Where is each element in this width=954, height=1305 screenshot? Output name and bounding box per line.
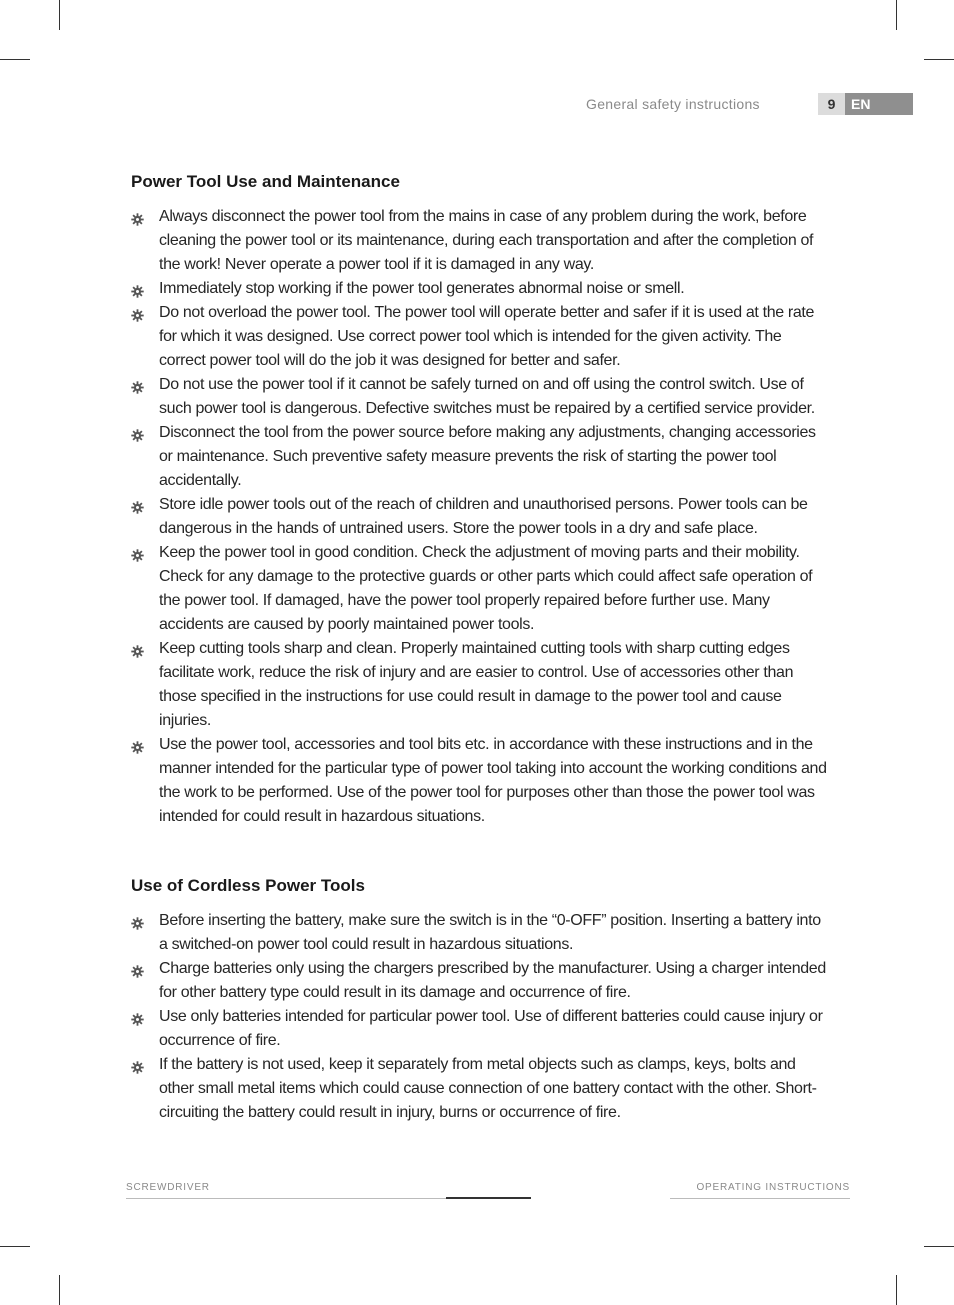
list-item xyxy=(131,637,831,733)
list-item xyxy=(131,957,831,1005)
gear-bullet-icon xyxy=(131,914,144,927)
crop-mark xyxy=(59,0,60,30)
gear-bullet-icon xyxy=(131,282,144,295)
footer-doc-type: OPERATING INSTRUCTIONS xyxy=(696,1182,850,1193)
list-item-text: Do not use the power tool if it cannot be safely turned on and off using the control switch. Use of such power tool is dangerous. Defective switches must be repaired by a certified service provider. xyxy=(159,376,815,417)
crop-mark xyxy=(924,1246,954,1247)
crop-mark xyxy=(896,0,897,30)
list-item-text: Use only batteries intended for particular power tool. Use of different batteries could cause injury or occurrence of fire. xyxy=(159,1008,823,1049)
list-item-text: Keep the power tool in good condition. Check the adjustment of moving parts and their mobility. Check for any damage to the protective guards or other parts which could affect safe operation of the power tool. If damaged, have the power tool properly repaired before further use. Many accidents are caused by poorly maintained power tools. xyxy=(159,544,813,633)
gear-bullet-icon xyxy=(131,210,144,223)
bullet-list xyxy=(131,205,831,829)
footer-rule xyxy=(126,1198,446,1199)
list-item-text: Always disconnect the power tool from the mains in case of any problem during the work, before cleaning the power tool or its maintenance, during each transportation and after the completion of the work! Never operate a power tool if it is damaged in any way. xyxy=(159,208,814,273)
list-item xyxy=(131,277,831,301)
gear-bullet-icon xyxy=(131,642,144,655)
footer-rule xyxy=(670,1198,850,1199)
list-item-text: Charge batteries only using the chargers prescribed by the manufacturer. Using a charger intended for other battery type could result in its damage and occurrence of fire. xyxy=(159,960,826,1001)
section-title: Use of Cordless Power Tools xyxy=(131,876,365,895)
list-item-text: Disconnect the tool from the power source before making any adjustments, changing accessories or maintenance. Such preventive safety measure prevents the risk of starting the power tool accidentally. xyxy=(159,424,816,489)
section-cordless-tools xyxy=(131,874,831,1125)
gear-bullet-icon xyxy=(131,962,144,975)
list-item xyxy=(131,1005,831,1053)
list-item xyxy=(131,301,831,373)
footer-rule-accent xyxy=(446,1197,531,1199)
list-item-text: Before inserting the battery, make sure the switch is in the “0-OFF” position. Inserting a battery into a switched-on power tool could result in hazardous situations. xyxy=(159,912,821,953)
list-item xyxy=(131,493,831,541)
gear-bullet-icon xyxy=(131,426,144,439)
gear-bullet-icon xyxy=(131,1010,144,1023)
list-item xyxy=(131,909,831,957)
list-item xyxy=(131,373,831,421)
list-item-text: Immediately stop working if the power tool generates abnormal noise or smell. xyxy=(159,280,685,297)
list-item xyxy=(131,1053,831,1125)
list-item-text: Use the power tool, accessories and tool bits etc. in accordance with these instructions and in the manner intended for the particular type of power tool taking into account the working conditions and the work to be performed. Use of the power tool for purposes other than those the power tool was intended for could result in hazardous situations. xyxy=(159,736,827,825)
crop-mark xyxy=(59,1275,60,1305)
gear-bullet-icon xyxy=(131,378,144,391)
list-item xyxy=(131,733,831,829)
list-item-text: If the battery is not used, keep it separately from metal objects such as clamps, keys, bolts and other small metal items which could cause connection of one battery contact with the other. Short-circuiting the battery could result in injury, burns or occurrence of fire. xyxy=(159,1056,817,1121)
gear-bullet-icon xyxy=(131,738,144,751)
crop-mark xyxy=(0,1246,30,1247)
language-tab: EN xyxy=(845,93,913,115)
gear-bullet-icon xyxy=(131,546,144,559)
crop-mark xyxy=(924,59,954,60)
list-item xyxy=(131,421,831,493)
crop-mark xyxy=(896,1275,897,1305)
crop-mark xyxy=(0,59,30,60)
list-item xyxy=(131,205,831,277)
page-number: 9 xyxy=(818,93,845,115)
list-item-text: Store idle power tools out of the reach of children and unauthorised persons. Power tools can be dangerous in the hands of untrained users. Store the power tools in a dry and safe place. xyxy=(159,496,808,537)
list-item xyxy=(131,541,831,637)
gear-bullet-icon xyxy=(131,1058,144,1071)
gear-bullet-icon xyxy=(131,306,144,319)
bullet-list xyxy=(131,909,831,1125)
list-item-text: Do not overload the power tool. The power tool will operate better and safer if it is used at the rate for which it was designed. Use correct power tool which is intended for the given activity. The correct power tool will do the job it was designed for better and safer. xyxy=(159,304,815,369)
section-title: Power Tool Use and Maintenance xyxy=(131,172,400,191)
footer-product-name: SCREWDRIVER xyxy=(126,1182,210,1193)
section-power-tool-use xyxy=(131,170,831,829)
header-section-title: General safety instructions xyxy=(586,96,760,112)
gear-bullet-icon xyxy=(131,498,144,511)
list-item-text: Keep cutting tools sharp and clean. Properly maintained cutting tools with sharp cutting edges facilitate work, reduce the risk of injury and are easier to control. Use of accessories other than those specified in the instructions for use could result in damage to the power tool and cause injuries. xyxy=(159,640,794,729)
